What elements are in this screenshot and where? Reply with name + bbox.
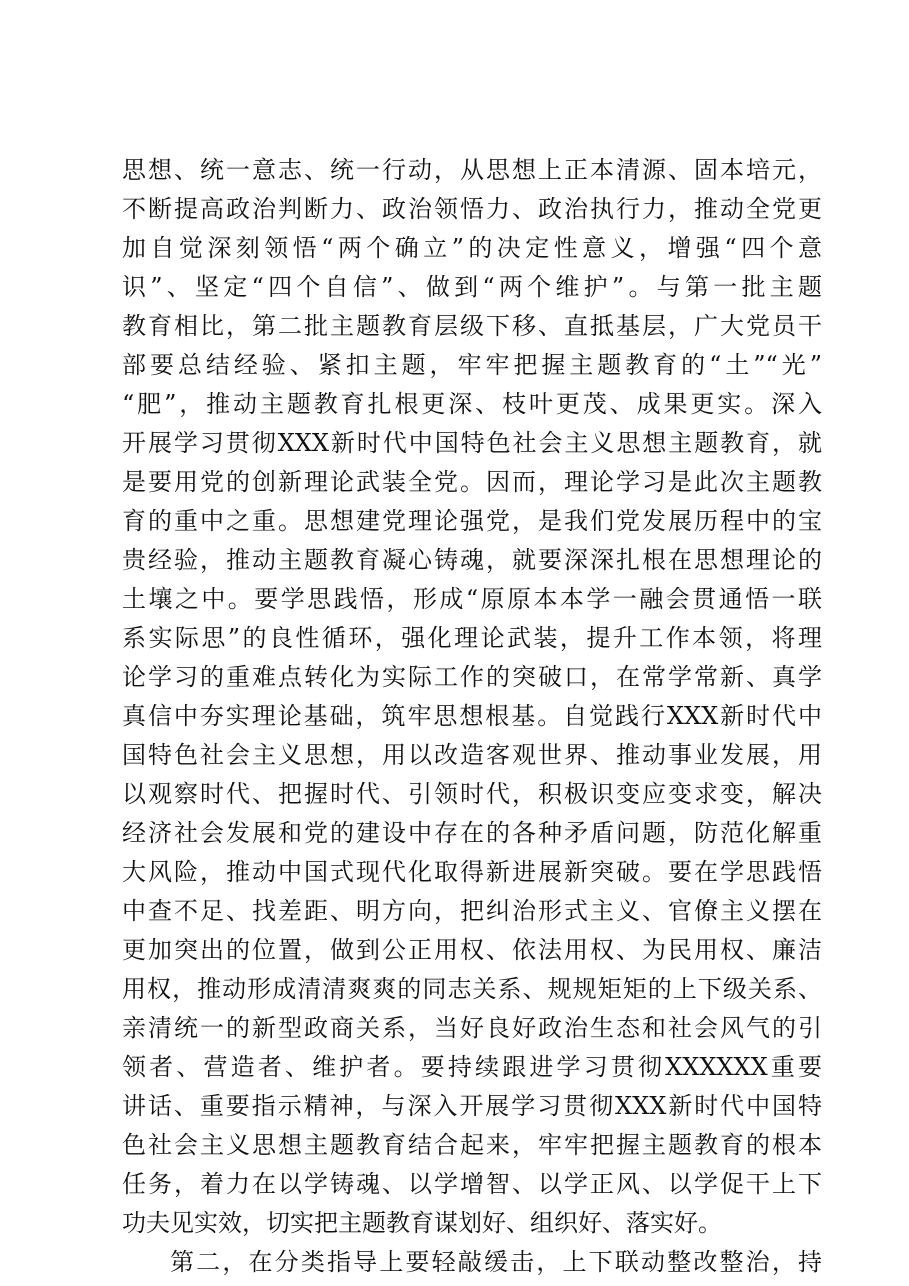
text-line: 真信中夯实理论基础，筑牢思想根基。自觉践行XXX新时代中 <box>122 702 822 730</box>
text-line: 色社会主义思想主题教育结合起来，牢牢把握主题教育的根本 <box>122 1131 822 1159</box>
text-line: 思想、统一意志、统一行动，从思想上正本清源、固本培元， <box>122 156 822 184</box>
text-line: 贵经验，推动主题教育凝心铸魂，就要深深扎根在思想理论的 <box>122 546 822 574</box>
text-line: 不断提高政治判断力、政治领悟力、政治执行力，推动全党更 <box>122 195 822 223</box>
text-line: 识”、坚定“四个自信”、做到“两个维护”。与第一批主题 <box>122 273 822 301</box>
text-line: 是要用党的创新理论武装全党。因而，理论学习是此次主题教 <box>122 468 822 496</box>
text-line: “肥”，推动主题教育扎根更深、枝叶更茂、成果更实。深入 <box>122 390 822 418</box>
text-line: 国特色社会主义思想，用以改造客观世界、推动事业发展，用 <box>122 741 822 769</box>
text-line: 功夫见实效，切实把主题教育谋划好、组织好、落实好。 <box>122 1209 722 1237</box>
text-line: 任务，着力在以学铸魂、以学增智、以学正风、以学促干上下 <box>122 1170 822 1198</box>
text-line: 用权，推动形成清清爽爽的同志关系、规规矩矩的上下级关系、 <box>122 975 822 1003</box>
text-line: 中查不足、找差距、明方向，把纠治形式主义、官僚主义摆在 <box>122 897 822 925</box>
text-line: 经济社会发展和党的建设中存在的各种矛盾问题，防范化解重 <box>122 819 822 847</box>
text-line: 系实际思”的良性循环，强化理论武装，提升工作本领，将理 <box>122 624 822 652</box>
text-line: 论学习的重难点转化为实际工作的突破口，在常学常新、真学 <box>122 663 822 691</box>
text-line: 亲清统一的新型政商关系，当好良好政治生态和社会风气的引 <box>122 1014 822 1042</box>
text-line: 领者、营造者、维护者。要持续跟进学习贯彻XXXXXX重要 <box>122 1053 822 1081</box>
text-line: 土壤之中。要学思践悟，形成“原原本本学一融会贯通悟一联 <box>122 585 822 613</box>
text-line: 以观察时代、把握时代、引领时代，积极识变应变求变，解决 <box>122 780 822 808</box>
text-line: 教育相比，第二批主题教育层级下移、直抵基层，广大党员干 <box>122 312 822 340</box>
text-line: 加自觉深刻领悟“两个确立”的决定性意义，增强“四个意 <box>122 234 822 262</box>
paragraph-first-line: 第二，在分类指导上要轻敲缓击，上下联动整改整治，持 <box>170 1248 822 1276</box>
text-line: 讲话、重要指示精神，与深入开展学习贯彻XXX新时代中国特 <box>122 1092 822 1120</box>
text-line: 大风险，推动中国式现代化取得新进展新突破。要在学思践悟 <box>122 858 822 886</box>
text-line: 部要总结经验、紧扣主题，牢牢把握主题教育的“土”“光” <box>122 351 822 379</box>
text-line: 育的重中之重。思想建党理论强党，是我们党发展历程中的宝 <box>122 507 822 535</box>
text-line: 更加突出的位置，做到公正用权、依法用权、为民用权、廉洁 <box>122 936 822 964</box>
text-line: 开展学习贯彻XXX新时代中国特色社会主义思想主题教育，就 <box>122 429 822 457</box>
